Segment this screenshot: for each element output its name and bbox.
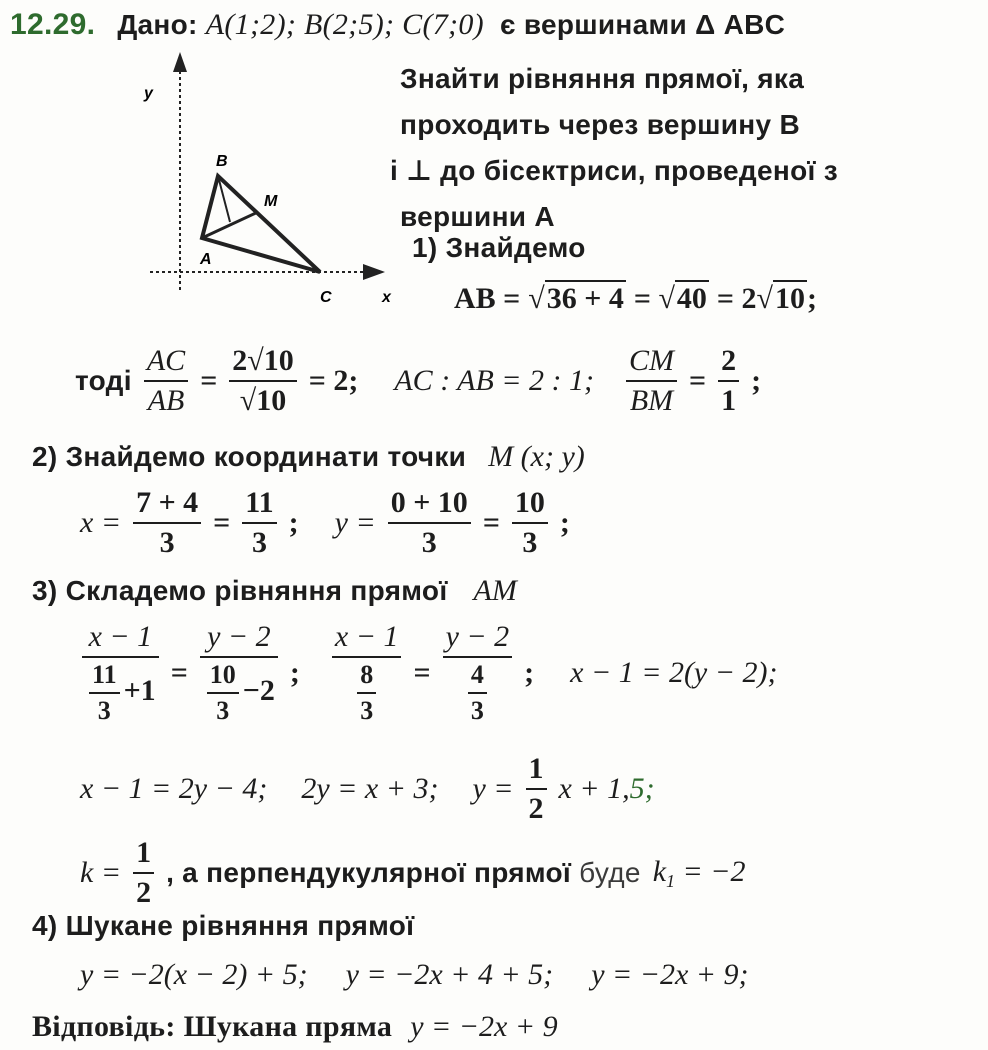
eq-a: x − 1 = 2(y − 2); [570, 656, 778, 689]
given-points: A(1;2); B(2;5); C(7;0) [205, 8, 484, 41]
k1-label: k [652, 854, 667, 888]
step4-eq-2: y = −2x + 4 + 5; [345, 958, 554, 991]
y-lhs: y = [334, 506, 376, 539]
answer-eq: y = −2x + 9 [410, 1010, 558, 1043]
label-m: M [264, 193, 278, 210]
k-den: 2 [136, 876, 152, 909]
bisector-am [202, 212, 258, 238]
frac-cm-num: CM [626, 344, 677, 382]
ab-rhs: = 2 [716, 282, 757, 315]
task-line-3: і ⊥ до бісектриси, проведеної з [390, 155, 838, 186]
x-axis-arrow [363, 264, 385, 280]
task-line-4: вершини A [400, 201, 555, 232]
step2-title-line [32, 440, 585, 474]
ab-radicand-1: 36 + 4 [546, 282, 624, 315]
frac-a-den-num: 11 [89, 660, 120, 694]
frac-c-den-den: 3 [360, 696, 374, 725]
label-b: B [216, 153, 228, 170]
triangle-abc [202, 176, 320, 272]
y-axis-arrow [173, 52, 187, 72]
x-den: 3 [159, 526, 175, 559]
ratio-eq-2: = 2; [308, 364, 359, 397]
y-num: 0 + 10 [388, 486, 471, 524]
todi-label: тоді [75, 365, 132, 396]
frac-c-den-num: 8 [357, 660, 376, 694]
frac-d-den-num: 4 [468, 660, 487, 694]
eq-d-den: 2 [528, 792, 544, 825]
step3-slope-line: k = $\frac{1}{2}$ , а перпендукулярної прямої буде $k_1 = -2$ [80, 836, 746, 909]
task-text [390, 56, 838, 240]
k-bude: буде [579, 857, 641, 888]
triangle-diagram [140, 50, 400, 310]
frac-a-den-den: 3 [97, 696, 111, 725]
answer-label: Відповідь: [32, 1010, 176, 1043]
task-line-2: проходить через вершину B [400, 109, 800, 140]
answer-line [32, 1010, 558, 1044]
frac-b-num: y − 2 [200, 620, 278, 658]
y-axis-label: y [144, 85, 153, 102]
x-den-2: 3 [251, 526, 267, 559]
x-num: 7 + 4 [133, 486, 201, 524]
frac-a-den-tail: +1 [123, 673, 156, 707]
problem-header [10, 8, 785, 42]
eq-d-lhs: y = [472, 772, 514, 805]
ab-radicand-3: 10 [775, 282, 805, 315]
frac-2-num: 2 [718, 344, 739, 382]
given-label: Дано: [117, 9, 198, 40]
frac-2sqrt10-num: 2√10 [229, 344, 296, 382]
label-c: C [320, 289, 332, 306]
ab-lhs: AB = [454, 282, 521, 315]
k-num: 1 [133, 836, 154, 874]
step1-ratio-line: тоді $\frac{AC}{AB}$ = $\frac{2√10}{√10}$ = 2; AC : AB = 2 : 1; $\frac{CM}{BM}$ = $\frac{2}{1}$ ; [75, 344, 762, 417]
task-line-1: Знайти рівняння прямої, яка [400, 63, 805, 94]
eq-d-num: 1 [526, 752, 547, 790]
x-axis-label: x [382, 289, 391, 306]
frac-b-den-den: 3 [216, 696, 230, 725]
eq-b: x − 1 = 2y − 4; [80, 772, 268, 805]
y-den: 3 [421, 526, 437, 559]
step4-eq-1: y = −2(x − 2) + 5; [80, 958, 308, 991]
frac-1-den: 1 [721, 384, 737, 417]
step3-proportion-line: x − 1 $\frac{11}{3}$ +1 = y − 2 $\frac{10}{3}$ −2 ; $\frac{x - 1}{\frac{8}{3}}$ = $\frac{y - 2}{\frac{4}{3}}$ ; x − 1 = 2(y − 2); [78, 620, 777, 726]
frac-d-num: y − 2 [443, 620, 513, 658]
point-m: M (x; y) [488, 440, 585, 473]
given-tail: є вершинами Δ ABC [500, 9, 786, 40]
k-lhs: k = [80, 856, 122, 889]
label-a: A [200, 251, 212, 268]
k1-subscript: 1 [666, 870, 676, 891]
ab-radicand-2: 40 [676, 282, 707, 315]
step4-eq-3: y = −2x + 9; [591, 958, 749, 991]
frac-a-num: x − 1 [82, 620, 159, 658]
frac-sqrt10-den: √10 [239, 384, 287, 417]
x-lhs: x = [80, 506, 122, 539]
y-den-2: 3 [522, 526, 538, 559]
step2-title: 2) Знайдемо координати точки [32, 441, 467, 472]
k1-value: = −2 [682, 854, 746, 888]
eq-c: 2y = x + 3; [301, 772, 439, 805]
step1-title: 1) Знайдемо [412, 232, 586, 263]
frac-bm-den: BM [629, 384, 674, 417]
frac-b-den-num: 10 [207, 660, 239, 694]
eq-d-tail: x + 1, [558, 772, 630, 805]
frac-ab-den: AB [147, 384, 185, 417]
frac-b-den-tail: −2 [242, 673, 275, 707]
answer-text: Шукана пряма [183, 1010, 393, 1043]
k-text: а перпендукулярної прямої [182, 857, 572, 888]
frac-c-num: x − 1 [332, 620, 402, 658]
step3-title-line [32, 574, 517, 608]
y-num-2: 10 [512, 486, 548, 524]
x-num-2: 11 [242, 486, 276, 524]
step3-simplify-line [80, 752, 655, 826]
eq-d-tail-2: 5; [629, 772, 655, 805]
step3-title: 3) Складемо рівняння прямої [32, 575, 448, 606]
ratio-ac-ab: AC : AB = 2 : 1; [394, 364, 595, 397]
step1-ab-line: AB = √36 + 4 = √40 = 2 √10; [454, 282, 817, 315]
step2-coords-line: x = $\frac{7 + 4}{3}$ = $\frac{11}{3}$ ; y = $\frac{0 + 10}{3}$ = $\frac{10}{3}$ ; [80, 486, 570, 559]
problem-number: 12.29. [10, 8, 96, 41]
frac-ac-num: AC [144, 344, 188, 382]
line-am: AM [473, 574, 517, 607]
step4-title: 4) Шукане рівняння прямої [32, 910, 415, 941]
step4-eq-line [80, 958, 749, 992]
frac-d-den-den: 3 [470, 696, 484, 725]
